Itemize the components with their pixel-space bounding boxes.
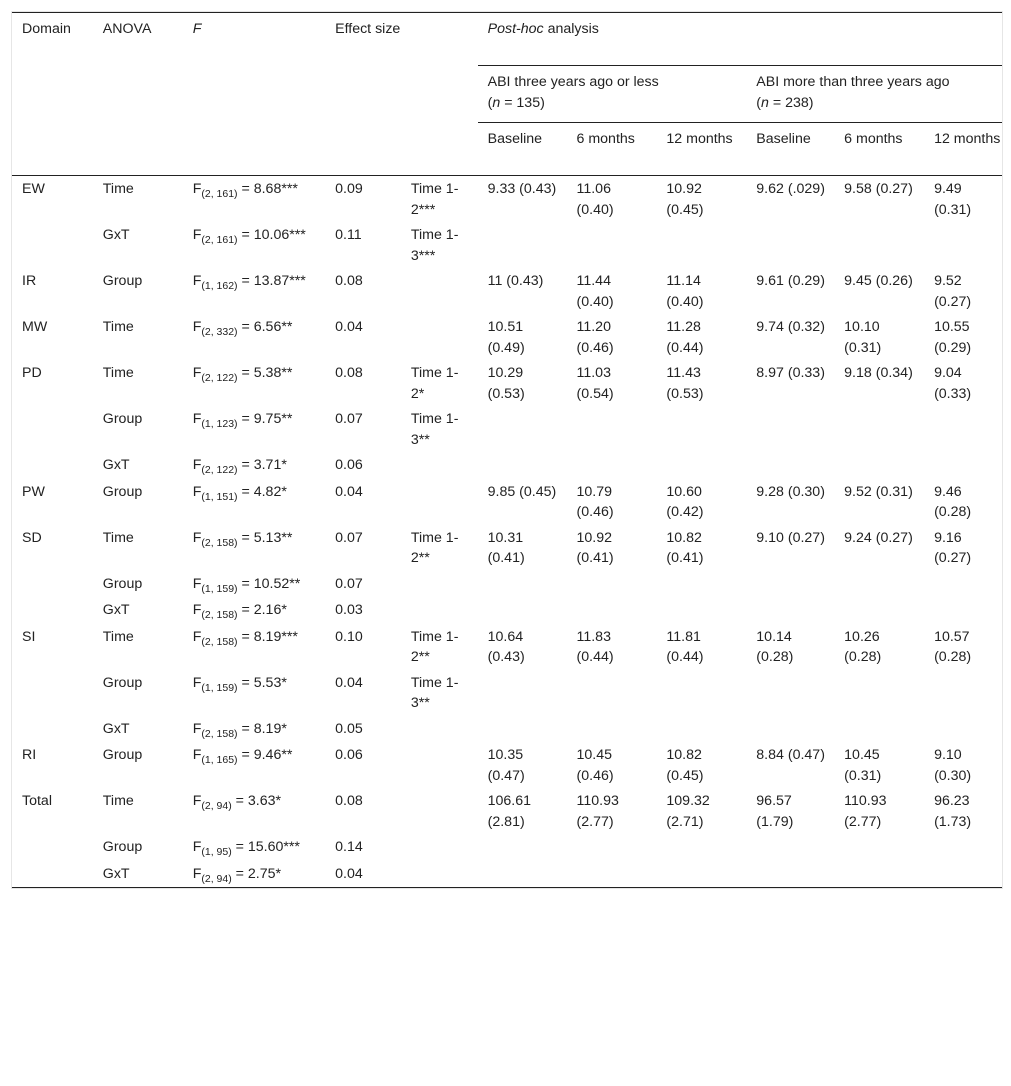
cell-posthoc: Time 1-2** bbox=[410, 529, 459, 566]
cell-g2b: 96.57 (1.79) bbox=[756, 793, 794, 830]
cell-g1m6: 11.44 (0.40) bbox=[576, 273, 614, 310]
cell-g2m12: 10.57 (0.28) bbox=[934, 628, 972, 665]
cell-effect: 0.10 bbox=[335, 628, 363, 645]
cell-g2m6: 9.45 (0.26) bbox=[844, 273, 913, 289]
cell-f-statistic bbox=[183, 314, 325, 360]
cell-g2m12: 9.52 (0.27) bbox=[934, 273, 972, 310]
cell-g2b: 8.84 (0.47) bbox=[756, 747, 825, 763]
cell-g2m6: 9.24 (0.27) bbox=[844, 529, 913, 546]
cell-g2m6 bbox=[834, 716, 924, 743]
cell-posthoc: Time 1-2*** bbox=[401, 176, 478, 223]
header-effect-size: Effect size bbox=[325, 13, 401, 176]
cell-anova: Group bbox=[102, 411, 143, 427]
cell-g2m6 bbox=[834, 406, 924, 452]
cell-g2b bbox=[746, 406, 834, 452]
cell-g1m6: 10.45 (0.46) bbox=[576, 747, 614, 784]
cell-g2m12 bbox=[924, 222, 1002, 268]
cell-g1b: 10.31 (0.41) bbox=[487, 529, 525, 566]
cell-g2m6 bbox=[834, 571, 924, 598]
f-symbol: F bbox=[192, 273, 202, 289]
f-degrees-of-freedom: (1, 165) bbox=[201, 754, 238, 766]
cell-anova: Group bbox=[102, 747, 143, 763]
cell-g1m12: 11.28 (0.44) bbox=[666, 319, 704, 356]
cell-g2m6 bbox=[834, 670, 924, 716]
header-g2-6-months: 6 months bbox=[834, 123, 924, 176]
cell-f-statistic bbox=[183, 525, 325, 571]
cell-g2b: 9.62 (.029) bbox=[746, 176, 834, 223]
cell-domain bbox=[12, 452, 93, 479]
table-row bbox=[12, 452, 1002, 479]
header-group-1-n-label: n bbox=[492, 94, 501, 111]
cell-g2m12 bbox=[924, 670, 1002, 716]
table-row bbox=[12, 525, 1002, 571]
cell-anova: Group bbox=[102, 674, 143, 691]
f-degrees-of-freedom: (1, 95) bbox=[201, 846, 232, 858]
header-blank bbox=[401, 13, 478, 176]
cell-g2m12: 9.10 (0.30) bbox=[934, 747, 972, 784]
cell-g1m12: 10.60 (0.42) bbox=[666, 483, 704, 520]
cell-domain: RI bbox=[22, 747, 37, 763]
f-value: = 8.19* bbox=[237, 720, 287, 737]
cell-g1m12 bbox=[656, 597, 746, 624]
cell-g1m6: 10.92 (0.41) bbox=[576, 529, 614, 566]
cell-g2m12: 9.49 (0.31) bbox=[924, 176, 1002, 223]
table-row bbox=[12, 742, 1002, 788]
cell-g1b: 10.29 (0.53) bbox=[487, 365, 525, 402]
f-symbol: F bbox=[192, 319, 202, 335]
cell-g2m6 bbox=[834, 597, 924, 624]
cell-g2b bbox=[746, 452, 834, 479]
cell-effect: 0.07 bbox=[335, 411, 363, 427]
cell-g1m12 bbox=[656, 406, 746, 452]
cell-effect: 0.08 bbox=[335, 793, 363, 809]
f-symbol: F bbox=[192, 839, 202, 855]
cell-g2m12 bbox=[924, 716, 1002, 743]
cell-g2m12 bbox=[924, 406, 1002, 452]
cell-g1m6: 11.20 (0.46) bbox=[576, 319, 614, 356]
f-value: = 10.06*** bbox=[237, 227, 306, 243]
cell-g1m6 bbox=[567, 452, 657, 479]
f-degrees-of-freedom: (1, 151) bbox=[201, 490, 238, 503]
f-symbol: F bbox=[192, 457, 202, 473]
f-value: = 5.38** bbox=[237, 365, 293, 381]
cell-g1b: 10.64 (0.43) bbox=[487, 628, 525, 665]
cell-g2m6 bbox=[834, 861, 924, 888]
table-row bbox=[12, 597, 1002, 624]
cell-anova: Time bbox=[102, 793, 134, 809]
cell-g2m12 bbox=[924, 597, 1002, 624]
cell-g2m12 bbox=[924, 834, 1002, 861]
f-degrees-of-freedom: (2, 94) bbox=[201, 800, 232, 812]
cell-domain bbox=[12, 222, 93, 268]
header-group-2-title: ABI more than three years ago bbox=[756, 74, 950, 90]
f-value: = 9.46** bbox=[237, 747, 293, 763]
cell-f-statistic bbox=[183, 268, 325, 314]
cell-effect: 0.07 bbox=[335, 575, 363, 592]
table-row bbox=[12, 716, 1002, 743]
cell-g1b bbox=[478, 571, 567, 598]
header-g1-6-months: 6 months bbox=[567, 123, 657, 176]
cell-g1m6 bbox=[567, 861, 657, 888]
cell-effect: 0.08 bbox=[335, 365, 363, 381]
cell-g2b bbox=[746, 670, 834, 716]
f-symbol: F bbox=[192, 411, 202, 427]
cell-g1m12: 11.14 (0.40) bbox=[666, 273, 704, 310]
cell-f-statistic bbox=[183, 571, 325, 598]
cell-anova: GxT bbox=[102, 457, 130, 473]
cell-anova: Group bbox=[102, 273, 143, 289]
cell-anova: Time bbox=[102, 529, 134, 546]
f-value: = 5.13** bbox=[237, 529, 293, 546]
cell-domain: MW bbox=[22, 319, 48, 335]
cell-g2m6: 9.58 (0.27) bbox=[834, 176, 924, 223]
cell-anova: GxT bbox=[102, 720, 130, 737]
cell-g2m6 bbox=[834, 452, 924, 479]
cell-g1m6 bbox=[567, 670, 657, 716]
cell-domain: SD bbox=[22, 529, 42, 546]
cell-posthoc bbox=[401, 716, 478, 743]
f-degrees-of-freedom: (1, 159) bbox=[201, 582, 238, 595]
cell-g2m6: 10.10 (0.31) bbox=[844, 319, 882, 356]
cell-domain: SI bbox=[22, 628, 36, 645]
results-table-container bbox=[11, 11, 1003, 889]
cell-g2m12: 10.55 (0.29) bbox=[934, 319, 972, 356]
table-row bbox=[12, 176, 1002, 223]
cell-domain: EW bbox=[12, 176, 93, 223]
cell-g1m12 bbox=[656, 670, 746, 716]
cell-g1m12: 10.92 (0.45) bbox=[656, 176, 746, 223]
cell-g2m12: 96.23 (1.73) bbox=[934, 793, 972, 830]
cell-posthoc bbox=[401, 834, 478, 861]
cell-f-statistic bbox=[183, 788, 325, 834]
cell-g1b: 11 (0.43) bbox=[487, 273, 544, 289]
header-group-2 bbox=[746, 66, 1002, 123]
cell-g2m12: 9.16 (0.27) bbox=[934, 529, 972, 566]
table-row bbox=[12, 834, 1002, 861]
header-group-2-n-value: = 238) bbox=[768, 94, 814, 111]
f-value: = 10.52** bbox=[237, 575, 301, 592]
cell-f-statistic bbox=[183, 406, 325, 452]
f-symbol: F bbox=[192, 793, 202, 809]
f-value: = 9.75** bbox=[237, 411, 293, 427]
cell-g1b bbox=[478, 834, 567, 861]
cell-f-statistic bbox=[183, 670, 325, 716]
f-degrees-of-freedom: (1, 159) bbox=[201, 681, 238, 694]
cell-anova: Group bbox=[102, 483, 143, 500]
cell-posthoc bbox=[401, 452, 478, 479]
cell-f-statistic bbox=[183, 624, 325, 670]
cell-g2b: 9.10 (0.27) bbox=[756, 529, 825, 546]
cell-g1b bbox=[478, 222, 567, 268]
cell-g1m12: 109.32 (2.71) bbox=[666, 793, 710, 830]
f-degrees-of-freedom: (2, 158) bbox=[201, 536, 238, 549]
cell-g1m12 bbox=[656, 452, 746, 479]
cell-g1b bbox=[478, 861, 567, 888]
header-posthoc-rest: analysis bbox=[543, 21, 599, 37]
cell-g1m6 bbox=[567, 834, 657, 861]
cell-g2b: 9.74 (0.32) bbox=[756, 319, 825, 335]
cell-posthoc: Time 1-2* bbox=[410, 365, 459, 402]
f-degrees-of-freedom: (1, 162) bbox=[201, 280, 238, 292]
header-f: F bbox=[183, 13, 325, 176]
cell-g2m12 bbox=[924, 452, 1002, 479]
table-row bbox=[12, 406, 1002, 452]
cell-anova: GxT bbox=[102, 602, 130, 618]
cell-anova: GxT bbox=[93, 861, 183, 888]
cell-g2m12 bbox=[924, 861, 1002, 888]
cell-domain bbox=[12, 571, 93, 598]
header-group-1-n-value: = 135) bbox=[500, 94, 545, 111]
cell-g2m6 bbox=[834, 222, 924, 268]
cell-g1m12 bbox=[656, 716, 746, 743]
f-degrees-of-freedom: (2, 158) bbox=[201, 609, 238, 621]
f-value: = 3.63* bbox=[231, 793, 282, 809]
cell-posthoc bbox=[401, 861, 478, 888]
header-domain: Domain bbox=[12, 13, 93, 176]
cell-g1b: 106.61 (2.81) bbox=[487, 793, 532, 830]
table-header bbox=[12, 13, 1002, 176]
f-value: = 4.82* bbox=[237, 483, 287, 500]
cell-g1m12: 10.82 (0.45) bbox=[666, 747, 704, 784]
cell-effect: 0.06 bbox=[335, 747, 363, 763]
f-symbol: F bbox=[192, 720, 202, 737]
cell-g1b bbox=[478, 406, 567, 452]
cell-f-statistic bbox=[183, 597, 325, 624]
cell-g1m12 bbox=[656, 222, 746, 268]
cell-g1m12: 11.81 (0.44) bbox=[666, 628, 704, 665]
f-value: = 8.19*** bbox=[237, 628, 298, 645]
cell-g2b: 9.28 (0.30) bbox=[756, 483, 825, 500]
f-value: = 2.16* bbox=[237, 602, 287, 618]
cell-g2m6: 110.93 (2.77) bbox=[844, 793, 887, 830]
cell-g2m6: 9.18 (0.34) bbox=[844, 365, 913, 381]
header-g2-baseline: Baseline bbox=[746, 123, 834, 176]
cell-posthoc bbox=[401, 597, 478, 624]
f-symbol: F bbox=[192, 227, 202, 243]
cell-f-statistic bbox=[183, 834, 325, 861]
cell-g2m12: 9.46 (0.28) bbox=[934, 483, 972, 520]
cell-g1m6 bbox=[567, 597, 657, 624]
f-degrees-of-freedom: (2, 158) bbox=[201, 635, 238, 648]
f-value: = 13.87*** bbox=[237, 273, 306, 289]
table-row bbox=[12, 268, 1002, 314]
f-degrees-of-freedom: (2, 94) bbox=[201, 872, 232, 885]
cell-anova: Time bbox=[102, 319, 134, 335]
header-row-1 bbox=[12, 13, 1002, 66]
f-degrees-of-freedom: (2, 161) bbox=[201, 188, 238, 200]
table-row bbox=[12, 571, 1002, 598]
cell-f-statistic bbox=[183, 742, 325, 788]
cell-g2b: 8.97 (0.33) bbox=[756, 365, 825, 381]
header-group-1-title: ABI three years ago or less bbox=[487, 74, 659, 90]
cell-g2b bbox=[746, 861, 834, 888]
table-row bbox=[12, 788, 1002, 834]
cell-g1b bbox=[478, 716, 567, 743]
cell-domain bbox=[12, 861, 93, 888]
header-posthoc-italic: Post-hoc bbox=[487, 21, 544, 37]
anova-results-table bbox=[12, 12, 1002, 888]
cell-effect: 0.06 bbox=[335, 457, 363, 473]
f-symbol: F bbox=[192, 747, 202, 763]
cell-g2b bbox=[746, 716, 834, 743]
cell-g2b bbox=[746, 834, 834, 861]
cell-g2m6: 9.52 (0.31) bbox=[844, 483, 913, 500]
cell-posthoc: Time 1-3** bbox=[410, 674, 459, 711]
cell-anova: Time bbox=[102, 365, 134, 381]
table-row bbox=[12, 479, 1002, 525]
cell-f-statistic bbox=[183, 861, 325, 888]
cell-g1m12 bbox=[656, 861, 746, 888]
table-row bbox=[12, 314, 1002, 360]
header-group-2-n: (n = 238) bbox=[756, 94, 814, 111]
header-posthoc bbox=[478, 13, 1002, 66]
cell-g1m6 bbox=[567, 716, 657, 743]
cell-domain: PW bbox=[22, 483, 45, 500]
cell-domain: Total bbox=[22, 793, 52, 809]
f-symbol: F bbox=[192, 181, 202, 197]
table-row bbox=[12, 360, 1002, 406]
cell-g1b bbox=[478, 597, 567, 624]
cell-g2m6: 10.45 (0.31) bbox=[844, 747, 882, 784]
cell-g2m6 bbox=[834, 834, 924, 861]
f-symbol: F bbox=[192, 865, 202, 882]
f-degrees-of-freedom: (2, 332) bbox=[201, 326, 238, 338]
cell-g1m6 bbox=[567, 222, 657, 268]
cell-g2b bbox=[746, 571, 834, 598]
cell-posthoc: Time 1-3*** bbox=[410, 227, 459, 264]
cell-anova: Time bbox=[93, 176, 183, 223]
header-group-1 bbox=[478, 66, 747, 123]
cell-effect: 0.04 bbox=[335, 483, 363, 500]
cell-g2b: 9.61 (0.29) bbox=[756, 273, 825, 289]
header-g1-12-months: 12 months bbox=[656, 123, 746, 176]
cell-g1m6 bbox=[567, 406, 657, 452]
table-body bbox=[12, 176, 1002, 888]
cell-g1m6 bbox=[567, 571, 657, 598]
cell-g1m12: 11.43 (0.53) bbox=[666, 365, 704, 402]
cell-g1b bbox=[478, 670, 567, 716]
cell-effect: 0.05 bbox=[335, 720, 363, 737]
header-anova: ANOVA bbox=[93, 13, 183, 176]
cell-domain bbox=[12, 406, 93, 452]
cell-g2m12 bbox=[924, 571, 1002, 598]
cell-domain: IR bbox=[22, 273, 37, 289]
cell-g1m12: 10.82 (0.41) bbox=[666, 529, 704, 566]
f-symbol: F bbox=[192, 674, 202, 691]
cell-g2m6: 10.26 (0.28) bbox=[844, 628, 882, 665]
f-value: = 15.60*** bbox=[231, 839, 300, 855]
cell-f-statistic bbox=[183, 452, 325, 479]
f-value: = 5.53* bbox=[237, 674, 287, 691]
f-value: = 8.68*** bbox=[237, 181, 298, 197]
cell-anova: GxT bbox=[102, 227, 130, 243]
cell-effect: 0.03 bbox=[335, 602, 363, 618]
cell-f-statistic bbox=[183, 360, 325, 406]
cell-effect: 0.09 bbox=[325, 176, 401, 223]
cell-g2b bbox=[746, 222, 834, 268]
cell-g1b: 10.51 (0.49) bbox=[487, 319, 525, 356]
f-degrees-of-freedom: (2, 158) bbox=[201, 727, 238, 740]
header-g1-baseline: Baseline bbox=[478, 123, 567, 176]
f-value: = 6.56** bbox=[237, 319, 293, 335]
cell-effect: 0.08 bbox=[335, 273, 363, 289]
f-symbol: F bbox=[192, 602, 202, 618]
cell-effect: 0.04 bbox=[335, 674, 363, 691]
f-symbol: F bbox=[192, 575, 202, 592]
cell-posthoc bbox=[401, 788, 478, 834]
cell-g2m12: 9.04 (0.33) bbox=[934, 365, 972, 402]
header-group-2-n-label: n bbox=[761, 94, 769, 111]
cell-f-statistic bbox=[183, 479, 325, 525]
table-row bbox=[12, 670, 1002, 716]
cell-g1b: 10.35 (0.47) bbox=[487, 747, 525, 784]
f-degrees-of-freedom: (2, 161) bbox=[201, 234, 238, 246]
f-value: = 2.75* bbox=[231, 865, 282, 882]
table-row bbox=[12, 624, 1002, 670]
cell-f-statistic bbox=[183, 716, 325, 743]
cell-g2b: 10.14 (0.28) bbox=[756, 628, 794, 665]
f-symbol: F bbox=[192, 529, 202, 546]
cell-domain bbox=[12, 670, 93, 716]
cell-posthoc bbox=[401, 268, 478, 314]
header-g2-12-months: 12 months bbox=[924, 123, 1002, 176]
table-row bbox=[12, 222, 1002, 268]
cell-anova: Time bbox=[102, 628, 134, 645]
cell-effect: 0.04 bbox=[325, 861, 401, 888]
cell-domain: PD bbox=[22, 365, 42, 381]
cell-g1m6: 10.79 (0.46) bbox=[576, 483, 614, 520]
cell-domain bbox=[12, 834, 93, 861]
cell-g1b: 9.33 (0.43) bbox=[478, 176, 567, 223]
cell-f-statistic bbox=[183, 176, 325, 223]
f-symbol: F bbox=[192, 365, 202, 381]
cell-domain bbox=[12, 597, 93, 624]
cell-g1m12 bbox=[656, 571, 746, 598]
f-degrees-of-freedom: (1, 123) bbox=[201, 418, 238, 430]
cell-posthoc: Time 1-3** bbox=[410, 411, 459, 448]
cell-g2b bbox=[746, 597, 834, 624]
cell-effect: 0.04 bbox=[335, 319, 363, 335]
cell-posthoc bbox=[401, 479, 478, 525]
cell-g1m6: 11.06 (0.40) bbox=[567, 176, 657, 223]
f-degrees-of-freedom: (2, 122) bbox=[201, 372, 238, 384]
cell-g1b: 9.85 (0.45) bbox=[487, 483, 557, 500]
f-symbol: F bbox=[192, 628, 202, 645]
cell-posthoc: Time 1-2** bbox=[410, 628, 459, 665]
cell-effect: 0.11 bbox=[335, 227, 362, 243]
cell-posthoc bbox=[401, 742, 478, 788]
f-degrees-of-freedom: (2, 122) bbox=[201, 464, 238, 476]
cell-f-statistic bbox=[183, 222, 325, 268]
cell-g1m6: 110.93 (2.77) bbox=[576, 793, 619, 830]
cell-g1m6: 11.83 (0.44) bbox=[576, 628, 614, 665]
cell-posthoc bbox=[401, 314, 478, 360]
cell-g1m12 bbox=[656, 834, 746, 861]
header-group-1-n: (n = 135) bbox=[487, 94, 545, 111]
cell-g1b bbox=[478, 452, 567, 479]
cell-effect: 0.07 bbox=[335, 529, 363, 546]
f-symbol: F bbox=[192, 483, 202, 500]
cell-posthoc bbox=[401, 571, 478, 598]
table-row bbox=[12, 861, 1002, 888]
cell-anova: Group bbox=[102, 575, 143, 592]
f-value: = 3.71* bbox=[237, 457, 287, 473]
cell-anova: Group bbox=[102, 839, 143, 855]
cell-effect: 0.14 bbox=[335, 839, 363, 855]
cell-domain bbox=[12, 716, 93, 743]
cell-g1m6: 11.03 (0.54) bbox=[576, 365, 614, 402]
